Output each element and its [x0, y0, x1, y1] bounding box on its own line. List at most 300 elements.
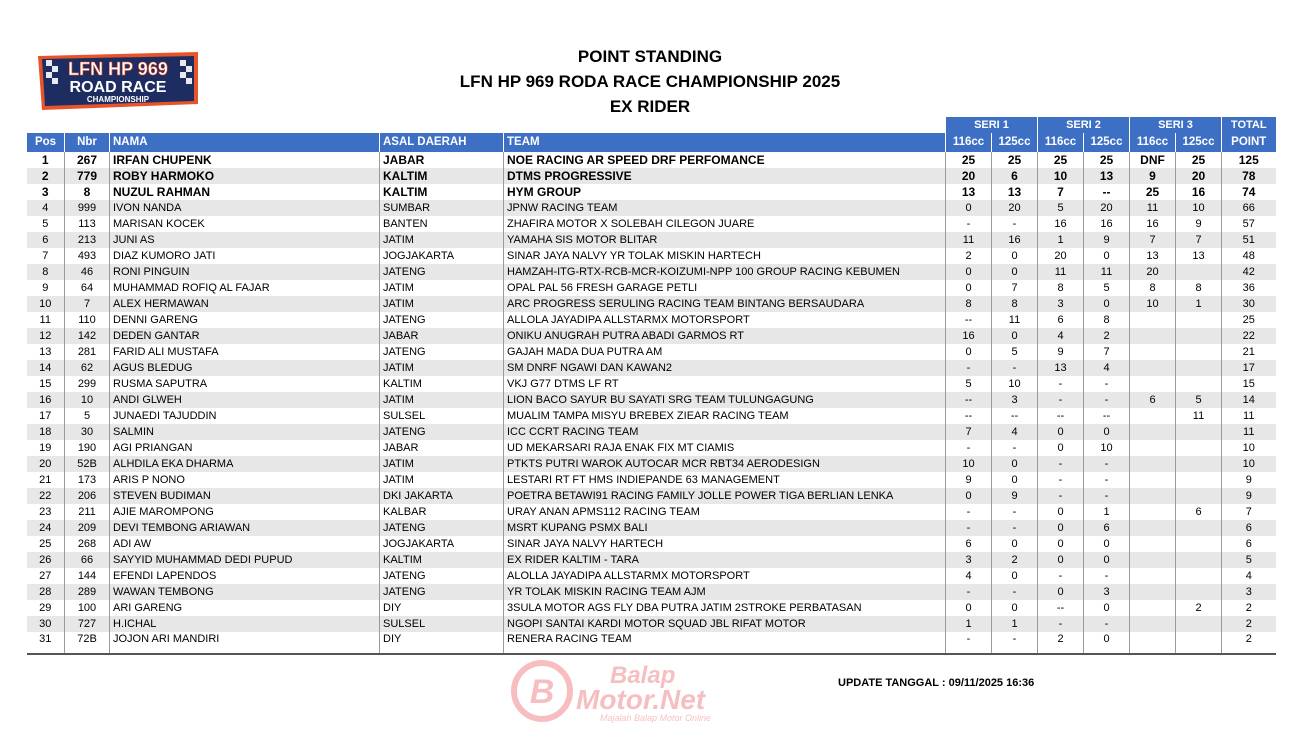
cell-seri1-116cc: 11 [946, 232, 992, 248]
cell-seri3-125cc: 2 [1176, 600, 1222, 616]
cell-seri3-116cc [1130, 536, 1176, 552]
cell-nama: DEVI TEMBONG ARIAWAN [110, 520, 380, 536]
cell-nbr: 64 [65, 280, 110, 296]
table-row [27, 200, 1276, 216]
cell-seri1-116cc: 0 [946, 488, 992, 504]
col-header-seri1-116cc: 116cc [946, 133, 992, 152]
cell-nbr: 493 [65, 248, 110, 264]
cell-pos: 30 [27, 616, 65, 632]
cell-seri2-125cc: 9 [1084, 232, 1130, 248]
cell-asal: JATENG [380, 344, 504, 360]
cell-nbr: 5 [65, 408, 110, 424]
cell-asal: JATENG [380, 568, 504, 584]
cell-seri3-125cc [1176, 344, 1222, 360]
table-row [27, 408, 1276, 424]
cell-seri1-125cc: 0 [992, 456, 1038, 472]
table-row [27, 360, 1276, 376]
cell-team: MSRT KUPANG PSMX BALI [504, 520, 946, 536]
cell-seri1-116cc: -- [946, 312, 992, 328]
cell-seri3-116cc [1130, 488, 1176, 504]
cell-pos: 22 [27, 488, 65, 504]
cell-team: ONIKU ANUGRAH PUTRA ABADI GARMOS RT [504, 328, 946, 344]
title-championship: LFN HP 969 RODA RACE CHAMPIONSHIP 2025 [459, 72, 841, 91]
cell-nama: NUZUL RAHMAN [110, 184, 380, 200]
cell-team: ICC CCRT RACING TEAM [504, 424, 946, 440]
cell-asal: JATENG [380, 520, 504, 536]
cell-nbr: 100 [65, 600, 110, 616]
table-row [27, 488, 1276, 504]
cell-nama: SALMIN [110, 424, 380, 440]
cell-nama: STEVEN BUDIMAN [110, 488, 380, 504]
cell-nbr: 267 [65, 152, 110, 168]
cell-pos: 20 [27, 456, 65, 472]
group-header-total: TOTAL [1222, 117, 1276, 133]
table-row [27, 168, 1276, 184]
cell-seri3-116cc: 20 [1130, 264, 1176, 280]
cell-seri3-116cc [1130, 440, 1176, 456]
table-row [27, 264, 1276, 280]
cell-seri2-125cc: 3 [1084, 584, 1130, 600]
cell-seri3-116cc: 9 [1130, 168, 1176, 184]
cell-nbr: 46 [65, 264, 110, 280]
cell-seri3-116cc [1130, 600, 1176, 616]
cell-seri1-116cc: 9 [946, 472, 992, 488]
cell-seri1-116cc: 5 [946, 376, 992, 392]
cell-seri1-125cc: - [992, 440, 1038, 456]
col-header-seri1-125cc: 125cc [992, 133, 1038, 152]
cell-seri2-125cc: 25 [1084, 152, 1130, 168]
table-row [27, 184, 1276, 200]
cell-point: 7 [1222, 504, 1276, 520]
cell-seri3-125cc [1176, 424, 1222, 440]
cell-seri2-125cc: 5 [1084, 280, 1130, 296]
cell-team: PTKTS PUTRI WAROK AUTOCAR MCR RBT34 AERODESIGN [504, 456, 946, 472]
cell-nama: DENNI GARENG [110, 312, 380, 328]
cell-nama: ROBY HARMOKO [110, 168, 380, 184]
cell-point: 2 [1222, 632, 1276, 654]
logo-line1: LFN HP 969 [68, 59, 168, 79]
cell-seri3-116cc: 10 [1130, 296, 1176, 312]
group-header-blank [27, 117, 946, 133]
table-row [27, 296, 1276, 312]
cell-seri1-116cc: - [946, 216, 992, 232]
cell-seri2-125cc: -- [1084, 408, 1130, 424]
cell-seri3-116cc [1130, 552, 1176, 568]
cell-seri3-116cc [1130, 360, 1176, 376]
cell-nbr: 173 [65, 472, 110, 488]
cell-pos: 12 [27, 328, 65, 344]
cell-asal: JATIM [380, 296, 504, 312]
cell-seri1-116cc: 0 [946, 264, 992, 280]
cell-team: ALLOLA JAYADIPA ALLSTARMX MOTORSPORT [504, 312, 946, 328]
cell-pos: 26 [27, 552, 65, 568]
col-header-asal: ASAL DAERAH [380, 133, 504, 152]
cell-point: 6 [1222, 520, 1276, 536]
cell-asal: JATENG [380, 424, 504, 440]
cell-asal: DIY [380, 632, 504, 654]
cell-asal: JATIM [380, 456, 504, 472]
cell-asal: JATIM [380, 280, 504, 296]
cell-seri1-125cc: 1 [992, 616, 1038, 632]
standings-table [26, 117, 1276, 655]
col-header-seri2-125cc: 125cc [1084, 133, 1130, 152]
cell-seri3-125cc [1176, 264, 1222, 280]
cell-point: 9 [1222, 488, 1276, 504]
cell-seri2-116cc: -- [1038, 408, 1084, 424]
cell-asal: KALTIM [380, 168, 504, 184]
cell-seri2-125cc: 11 [1084, 264, 1130, 280]
cell-nama: IRFAN CHUPENK [110, 152, 380, 168]
cell-seri3-125cc: 11 [1176, 408, 1222, 424]
cell-seri3-125cc: 10 [1176, 200, 1222, 216]
cell-seri2-125cc: - [1084, 568, 1130, 584]
cell-point: 17 [1222, 360, 1276, 376]
cell-pos: 4 [27, 200, 65, 216]
cell-seri2-125cc: 0 [1084, 552, 1130, 568]
cell-nbr: 144 [65, 568, 110, 584]
cell-nama: MUHAMMAD ROFIQ AL FAJAR [110, 280, 380, 296]
cell-seri1-125cc: - [992, 216, 1038, 232]
cell-seri1-116cc: - [946, 632, 992, 654]
group-header-seri2: SERI 2 [1038, 117, 1130, 133]
cell-asal: JATENG [380, 584, 504, 600]
cell-seri3-116cc: 7 [1130, 232, 1176, 248]
table-row [27, 248, 1276, 264]
cell-team: URAY ANAN APMS112 RACING TEAM [504, 504, 946, 520]
cell-team: SM DNRF NGAWI DAN KAWAN2 [504, 360, 946, 376]
cell-team: 3SULA MOTOR AGS FLY DBA PUTRA JATIM 2STROKE PERBATASAN [504, 600, 946, 616]
cell-asal: JATENG [380, 312, 504, 328]
table-row [27, 504, 1276, 520]
cell-asal: JABAR [380, 328, 504, 344]
col-header-point: POINT [1222, 133, 1276, 152]
cell-seri1-116cc: - [946, 584, 992, 600]
cell-point: 125 [1222, 152, 1276, 168]
cell-nama: EFENDI LAPENDOS [110, 568, 380, 584]
table-row [27, 424, 1276, 440]
cell-seri2-116cc: 0 [1038, 520, 1084, 536]
cell-asal: JATIM [380, 472, 504, 488]
cell-asal: JATENG [380, 264, 504, 280]
cell-seri2-116cc: 25 [1038, 152, 1084, 168]
cell-seri2-116cc: 1 [1038, 232, 1084, 248]
cell-seri1-125cc: - [992, 632, 1038, 654]
cell-seri3-125cc [1176, 552, 1222, 568]
cell-nbr: 268 [65, 536, 110, 552]
cell-seri2-116cc: 0 [1038, 584, 1084, 600]
cell-nbr: 281 [65, 344, 110, 360]
cell-team: MUALIM TAMPA MISYU BREBEX ZIEAR RACING TEAM [504, 408, 946, 424]
table-row [27, 376, 1276, 392]
watermark-brand-1: Balap [610, 662, 676, 689]
cell-nbr: 30 [65, 424, 110, 440]
cell-point: 3 [1222, 584, 1276, 600]
cell-seri2-125cc: - [1084, 472, 1130, 488]
table-row [27, 600, 1276, 616]
cell-seri3-125cc [1176, 360, 1222, 376]
cell-point: 11 [1222, 424, 1276, 440]
cell-seri2-116cc: 8 [1038, 280, 1084, 296]
cell-nama: FARID ALI MUSTAFA [110, 344, 380, 360]
cell-asal: SULSEL [380, 616, 504, 632]
logo-line3: CHAMPIONSHIP [86, 95, 150, 104]
cell-nama: RONI PINGUIN [110, 264, 380, 280]
group-header-seri3: SERI 3 [1130, 117, 1222, 133]
cell-pos: 23 [39, 505, 52, 518]
cell-seri1-116cc: 16 [946, 328, 992, 344]
cell-seri2-116cc: 0 [1038, 440, 1084, 456]
cell-nama: DEDEN GANTAR [110, 328, 380, 344]
col-header-seri3-116cc: 116cc [1130, 133, 1176, 152]
cell-asal: JABAR [380, 440, 504, 456]
cell-seri1-125cc: 9 [992, 488, 1038, 504]
cell-seri2-125cc: 0 [1084, 296, 1130, 312]
cell-team: GAJAH MADA DUA PUTRA AM [504, 344, 946, 360]
cell-team: NGOPI SANTAI KARDI MOTOR SQUAD JBL RIFAT MOTOR [504, 616, 946, 632]
cell-asal: JOGJAKARTA [380, 248, 504, 264]
col-header-nama: NAMA [110, 133, 380, 152]
cell-seri2-116cc: 7 [1038, 184, 1084, 200]
svg-text:B: B [529, 673, 555, 711]
cell-point: 22 [1222, 328, 1276, 344]
cell-team: HAMZAH-ITG-RTX-RCB-MCR-KOIZUMI-NPP 100 GROUP RACING KEBUMEN [504, 264, 946, 280]
cell-pos: 2 [27, 168, 65, 184]
cell-seri2-116cc: 3 [1038, 296, 1084, 312]
cell-pos: 8 [27, 264, 65, 280]
cell-seri1-125cc: 0 [992, 600, 1038, 616]
table-row [27, 536, 1276, 552]
cell-seri1-125cc: - [992, 504, 1038, 520]
table-row [27, 232, 1276, 248]
cell-asal: KALTIM [380, 184, 504, 200]
cell-team: YAMAHA SIS MOTOR BLITAR [504, 232, 946, 248]
cell-point: 5 [1222, 552, 1276, 568]
cell-seri2-116cc: 9 [1038, 344, 1084, 360]
cell-pos: 21 [39, 473, 52, 486]
cell-seri2-116cc: -- [1038, 600, 1084, 616]
cell-seri2-125cc: 0 [1084, 632, 1130, 654]
cell-seri1-116cc: 4 [946, 568, 992, 584]
cell-team: ZHAFIRA MOTOR X SOLEBAH CILEGON JUARE [504, 216, 946, 232]
cell-nama: ADI AW [110, 536, 380, 552]
cell-seri3-116cc [1130, 504, 1176, 520]
cell-pos: 7 [42, 249, 49, 262]
cell-point: 4 [1222, 568, 1276, 584]
cell-nbr: 142 [65, 328, 110, 344]
cell-point: 57 [1222, 216, 1276, 232]
cell-seri2-125cc: 6 [1084, 520, 1130, 536]
cell-seri1-116cc: 0 [946, 344, 992, 360]
cell-seri1-125cc: 3 [992, 392, 1038, 408]
cell-seri3-125cc: 5 [1176, 392, 1222, 408]
cell-seri2-116cc: 2 [1038, 632, 1084, 654]
cell-nama: DIAZ KUMORO JATI [110, 248, 380, 264]
cell-asal: SUMBAR [380, 200, 504, 216]
cell-nbr: 190 [65, 440, 110, 456]
table-row [27, 568, 1276, 584]
cell-team: VKJ G77 DTMS LF RT [504, 376, 946, 392]
cell-seri2-125cc: 8 [1084, 312, 1130, 328]
cell-seri1-125cc: 7 [992, 280, 1038, 296]
cell-team: JPNW RACING TEAM [504, 200, 946, 216]
cell-seri2-116cc: 16 [1038, 216, 1084, 232]
cell-pos: 29 [39, 601, 52, 614]
cell-nbr: 779 [65, 168, 110, 184]
cell-seri1-116cc: 13 [946, 184, 992, 200]
cell-team: EX RIDER KALTIM - TARA [504, 552, 946, 568]
cell-pos: 6 [27, 232, 65, 248]
cell-seri3-125cc [1176, 440, 1222, 456]
cell-point: 51 [1222, 232, 1276, 248]
cell-seri2-125cc: 13 [1084, 168, 1130, 184]
table-row [27, 328, 1276, 344]
cell-nbr: 66 [65, 552, 110, 568]
cell-nama: AGI PRIANGAN [110, 440, 380, 456]
cell-nbr: 299 [65, 376, 110, 392]
table-row [27, 552, 1276, 568]
col-header-seri2-116cc: 116cc [1038, 133, 1084, 152]
cell-seri3-125cc [1176, 472, 1222, 488]
cell-seri3-116cc [1130, 568, 1176, 584]
cell-seri3-125cc [1176, 536, 1222, 552]
cell-seri2-116cc: - [1038, 616, 1084, 632]
cell-seri2-116cc: 11 [1038, 264, 1084, 280]
cell-team: SINAR JAYA NALVY YR TOLAK MISKIN HARTECH [504, 248, 946, 264]
cell-seri3-125cc [1176, 488, 1222, 504]
cell-nbr: 110 [65, 312, 110, 328]
cell-seri1-125cc: 13 [992, 184, 1038, 200]
cell-seri2-116cc: 0 [1038, 424, 1084, 440]
cell-point: 10 [1222, 440, 1276, 456]
cell-seri2-116cc: 5 [1038, 200, 1084, 216]
cell-seri1-125cc: 0 [992, 248, 1038, 264]
cell-seri1-125cc: 8 [992, 296, 1038, 312]
cell-team: ALOLLA JAYADIPA ALLSTARMX MOTORSPORT [504, 568, 946, 584]
cell-seri2-116cc: 0 [1038, 552, 1084, 568]
cell-nbr: 209 [65, 520, 110, 536]
cell-seri3-116cc: 8 [1130, 280, 1176, 296]
watermark-logo [510, 655, 790, 725]
cell-pos: 10 [27, 296, 65, 312]
cell-seri2-125cc: - [1084, 456, 1130, 472]
cell-seri3-116cc: 25 [1130, 184, 1176, 200]
cell-seri1-116cc: 3 [946, 552, 992, 568]
cell-nama: AGUS BLEDUG [110, 360, 380, 376]
cell-nbr: 289 [65, 584, 110, 600]
cell-nbr: 52B [65, 456, 110, 472]
cell-asal: KALBAR [380, 504, 504, 520]
cell-seri1-125cc: 4 [992, 424, 1038, 440]
table-row [27, 472, 1276, 488]
cell-seri3-125cc: 13 [1176, 248, 1222, 264]
cell-asal: KALTIM [380, 552, 504, 568]
cell-seri3-125cc [1176, 568, 1222, 584]
cell-point: 66 [1222, 200, 1276, 216]
cell-seri1-125cc: 10 [992, 376, 1038, 392]
cell-seri1-116cc: 7 [946, 424, 992, 440]
cell-point: 6 [1222, 536, 1276, 552]
cell-seri1-125cc: -- [992, 408, 1038, 424]
cell-team: YR TOLAK MISKIN RACING TEAM AJM [504, 584, 946, 600]
table-row [27, 440, 1276, 456]
cell-seri3-125cc: 8 [1176, 280, 1222, 296]
cell-nbr: 72B [65, 632, 110, 654]
cell-nama: ANDI GLWEH [110, 392, 380, 408]
cell-pos: 25 [39, 537, 52, 550]
cell-seri2-125cc: 7 [1084, 344, 1130, 360]
cell-seri3-116cc [1130, 520, 1176, 536]
cell-point: 21 [1222, 344, 1276, 360]
cell-team: ARC PROGRESS SERULING RACING TEAM BINTANG BERSAUDARA [504, 296, 946, 312]
cell-asal: SULSEL [380, 408, 504, 424]
cell-seri2-125cc: - [1084, 488, 1130, 504]
cell-seri3-116cc [1130, 424, 1176, 440]
cell-asal: BANTEN [380, 216, 504, 232]
cell-seri3-125cc: 9 [1176, 216, 1222, 232]
cell-point: 36 [1222, 280, 1276, 296]
cell-point: 11 [1222, 408, 1276, 424]
cell-seri3-116cc [1130, 344, 1176, 360]
title-point-standing: POINT STANDING [577, 47, 723, 66]
cell-seri3-125cc [1176, 616, 1222, 632]
cell-pos: 11 [39, 313, 51, 326]
cell-nama: ARI GARENG [110, 600, 380, 616]
cell-nama: ARIS P NONO [110, 472, 380, 488]
cell-seri1-116cc: -- [946, 392, 992, 408]
cell-seri3-116cc [1130, 312, 1176, 328]
cell-seri1-116cc: 6 [946, 536, 992, 552]
cell-point: 2 [1222, 616, 1276, 632]
cell-seri3-125cc [1176, 328, 1222, 344]
table-row [27, 520, 1276, 536]
cell-seri1-116cc: 1 [946, 616, 992, 632]
cell-point: 74 [1222, 184, 1276, 200]
cell-team: LESTARI RT FT HMS INDIEPANDE 63 MANAGEMENT [504, 472, 946, 488]
cell-seri3-125cc [1176, 632, 1222, 654]
cell-seri1-125cc: 2 [992, 552, 1038, 568]
cell-seri3-125cc [1176, 520, 1222, 536]
cell-nama: JOJON ARI MANDIRI [110, 632, 380, 654]
cell-asal: JOGJAKARTA [380, 536, 504, 552]
cell-seri3-116cc: DNF [1130, 152, 1176, 168]
cell-seri2-125cc: 2 [1084, 328, 1130, 344]
title-block [300, 44, 1000, 119]
cell-nbr: 8 [65, 184, 110, 200]
cell-seri3-125cc: 25 [1176, 152, 1222, 168]
cell-seri3-125cc: 16 [1176, 184, 1222, 200]
cell-point: 9 [1222, 472, 1276, 488]
cell-seri2-116cc: 10 [1038, 168, 1084, 184]
cell-point: 2 [1222, 600, 1276, 616]
watermark-brand-2: Motor.Net [576, 684, 706, 715]
cell-point: 15 [1222, 376, 1276, 392]
table-row [27, 392, 1276, 408]
cell-seri2-116cc: - [1038, 392, 1084, 408]
cell-pos: 19 [39, 441, 52, 454]
cell-seri2-125cc: 4 [1084, 360, 1130, 376]
cell-seri1-116cc: - [946, 360, 992, 376]
cell-team: RENERA RACING TEAM [504, 632, 946, 654]
cell-seri2-116cc: 20 [1038, 248, 1084, 264]
cell-pos: 14 [27, 360, 65, 376]
cell-nama: JUNAEDI TAJUDDIN [110, 408, 380, 424]
cell-seri1-125cc: 0 [992, 568, 1038, 584]
cell-pos: 18 [27, 424, 65, 440]
cell-seri1-125cc: 6 [992, 168, 1038, 184]
logo-line2: ROAD RACE [69, 79, 167, 96]
cell-seri2-116cc: 0 [1038, 504, 1084, 520]
cell-seri1-116cc: 10 [946, 456, 992, 472]
